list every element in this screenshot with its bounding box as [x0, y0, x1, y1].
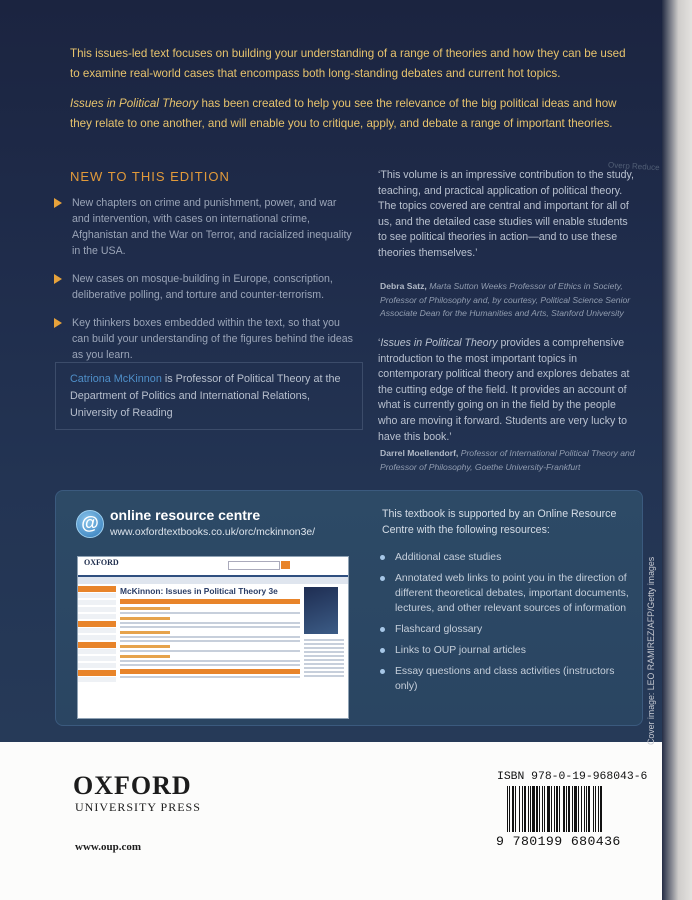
screenshot-nav — [78, 577, 348, 584]
author-bio-box: Catriona McKinnon is Professor of Political Theory at the Department of Politics and International Relations, University of Reading — [55, 362, 363, 430]
publisher-subtitle: UNIVERSITY PRESS — [75, 800, 201, 814]
screenshot-right-column — [304, 637, 344, 679]
barcode-bar — [536, 786, 538, 832]
screenshot-search-box — [228, 561, 280, 570]
screenshot-go-button — [281, 561, 290, 569]
screenshot-header — [78, 557, 348, 577]
bullet-dot-icon — [380, 555, 385, 560]
barcode-bar — [563, 786, 565, 832]
isbn-label: ISBN 978-0-19-968043-6 — [497, 771, 648, 783]
bullet-dot-icon — [380, 576, 385, 581]
screenshot-main — [120, 586, 300, 680]
barcode-bar — [572, 786, 573, 832]
list-item: New chapters on crime and punishment, power, and war and intervention, with cases on international crime, Afghanistan and the War on Terror, and racialized inequality in the USA. — [54, 195, 354, 259]
intro-paragraph-1: This issues-led text focuses on building your understanding of a range of theories and how they can be used to examine real-world cases that encompass both long-standing debates and current hot topics. — [70, 47, 626, 80]
barcode-bar — [551, 786, 552, 832]
barcode-bar — [515, 786, 516, 832]
orc-resource-list — [380, 550, 630, 700]
new-edition-heading: NEW TO THIS EDITION — [70, 169, 230, 184]
barcode-bar — [507, 786, 508, 832]
screenshot-logo: OXFORD — [84, 558, 119, 567]
orc-title: online resource centre — [110, 507, 261, 523]
list-item: Links to OUP journal articles — [380, 643, 630, 658]
barcode-bar — [532, 786, 535, 832]
barcode-bar — [547, 786, 550, 832]
barcode-bar — [584, 786, 585, 832]
barcode-bar — [542, 786, 543, 832]
review-cite-1: Debra Satz, Marta Sutton Weeks Professor of Ethics in Society, Professor of Philosophy and, by courtesy, Political Science Senior Associate Dean for the Humanities and Arts, Stanford University — [380, 281, 631, 319]
review-cite-2: Darrel Moellendorf, Professor of International Political Theory and Professor of Philosophy, Goethe University-Frankfurt — [380, 448, 635, 472]
barcode-bar — [522, 786, 523, 832]
screenshot-title: McKinnon: Issues in Political Theory 3e — [120, 586, 278, 596]
intro-paragraph-2: Issues in Political Theory has been created to help you see the relevance of the big political ideas and how they relate to one another, and will enable you to critique, apply, and debate a range of important theories. — [70, 97, 617, 130]
barcode — [507, 786, 632, 832]
list-item: Additional case studies — [380, 550, 630, 565]
barcode-bar — [598, 786, 599, 832]
barcode-bar — [554, 786, 555, 832]
publisher-logo: OXFORD — [73, 771, 192, 800]
screenshot-book-cover — [304, 587, 338, 634]
barcode-bar — [512, 786, 514, 832]
barcode-bar — [528, 786, 529, 832]
barcode-bar — [544, 786, 545, 832]
barcode-bar — [530, 786, 531, 832]
spine-edge — [662, 0, 692, 900]
orc-url[interactable]: www.oxfordtextbooks.co.uk/orc/mckinnon3e/ — [110, 527, 316, 538]
barcode-bar — [578, 786, 579, 832]
barcode-bar — [539, 786, 540, 832]
book-title: Issues in Political Theory — [70, 97, 199, 110]
barcode-bar — [509, 786, 510, 832]
bullet-dot-icon — [380, 669, 385, 674]
review-quote-2: ‘Issues in Political Theory provides a comprehensive introduction to the most important topics in contemporary political theory and explores debates at the cutting edge of the field. It provides an account of what is currently going on in the field by the people who are moving it forward. Students are very lucky to have this book.’ — [378, 337, 630, 443]
bullet-dot-icon — [380, 627, 385, 632]
barcode-bar — [581, 786, 582, 832]
barcode-bar — [588, 786, 590, 832]
barcode-number: 9 780199 680436 — [496, 834, 621, 849]
arrow-bullet-icon — [54, 318, 62, 328]
screenshot-sidebar — [78, 586, 116, 718]
barcode-bar — [556, 786, 558, 832]
list-item: Key thinkers boxes embedded within the text, so that you can build your understanding of the figures behind the ideas as you learn. — [54, 315, 354, 363]
new-edition-list — [54, 195, 354, 375]
review-quote-1: ‘This volume is an impressive contribution to the study, teaching, and practical application of political theory. The topics covered are central and important for all of us, and the detailed case studies will enable students to see political theories in action—and to use these theories themselves.’ — [378, 169, 634, 259]
website-screenshot — [77, 556, 349, 719]
list-item: New cases on mosque-building in Europe, conscription, deliberative polling, and torture and counter-terrorism. — [54, 271, 354, 303]
cover-image-credit: Cover image: LEO RAMIREZ/AFP/Getty images — [646, 556, 656, 745]
barcode-bar — [568, 786, 570, 832]
barcode-bar — [586, 786, 587, 832]
arrow-bullet-icon — [54, 274, 62, 284]
barcode-bar — [559, 786, 560, 832]
arrow-bullet-icon — [54, 198, 62, 208]
barcode-bar — [519, 786, 520, 832]
barcode-bar — [566, 786, 567, 832]
bleed-through-text: Overp Reduce — [607, 160, 660, 173]
publisher-website[interactable]: www.oup.com — [75, 841, 142, 853]
list-item: Flashcard glossary — [380, 622, 630, 637]
list-item: Annotated web links to point you in the direction of different theoretical debates, important documents, lectures, and other relevant sources of information — [380, 571, 630, 617]
barcode-bar — [574, 786, 577, 832]
orc-intro: This textbook is supported by an Online Resource Centre with the following resources: — [382, 508, 617, 536]
author-name: Catriona McKinnon — [70, 373, 162, 385]
bullet-dot-icon — [380, 648, 385, 653]
barcode-bar — [593, 786, 594, 832]
barcode-bar — [600, 786, 602, 832]
barcode-bar — [524, 786, 526, 832]
at-sign-icon: @ — [76, 510, 104, 538]
barcode-bar — [595, 786, 596, 832]
list-item: Essay questions and class activities (instructors only) — [380, 664, 630, 694]
